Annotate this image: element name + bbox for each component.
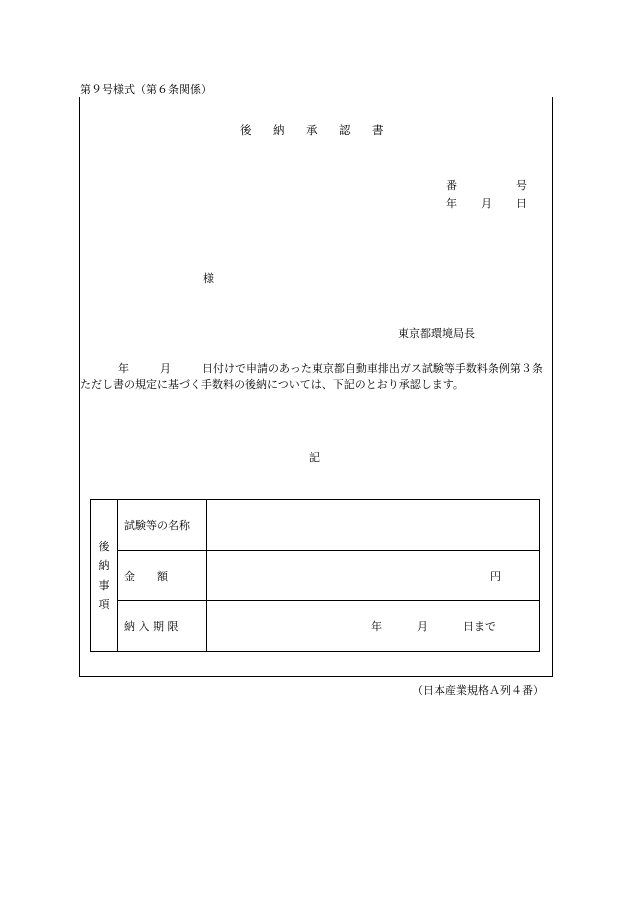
table-row [91,601,540,652]
group-char: 事 [98,578,110,592]
document-title [240,122,384,138]
issuer-name: 東京都環境局長 [398,327,475,340]
date-day-label: 日 [516,197,527,210]
deferred-payment-table [90,499,540,652]
title-char: 納 [273,123,285,137]
due-day-label: 日まで [463,620,496,633]
test-name-field[interactable] [207,500,540,551]
yen-unit: 円 [490,569,501,583]
ki-heading: 記 [309,451,320,464]
body-year: 年 [118,362,129,375]
date-year-label: 年 [446,197,457,210]
table-row [91,500,540,551]
title-char: 書 [372,123,384,137]
date-month-label: 月 [481,197,492,210]
number-suffix: 号 [516,179,527,192]
body-rest: 日付けで申請のあった東京都自動車排出ガス試験等手数料条例第３条 [202,362,543,375]
body-text-line1 [118,360,543,376]
due-year-label: 年 [371,620,382,633]
form-number: 第９号様式（第６条関係） [80,83,212,96]
due-date-label: 納 入 期 限 [118,601,207,652]
group-char: 納 [98,559,110,573]
number-label: 番 [446,179,457,192]
test-name-label: 試験等の名称 [118,500,207,551]
due-month-label: 月 [417,620,428,633]
amount-label: 金 額 [118,551,207,601]
title-char: 承 [306,123,318,137]
title-char: 後 [240,123,252,137]
title-char: 認 [339,123,351,137]
table-row [91,551,540,601]
group-label [91,500,118,652]
paper-size-note: （日本産業規格Ａ列４番） [412,684,544,697]
addressee-suffix: 様 [203,272,214,285]
group-char: 後 [98,539,110,553]
body-text-line2: ただし書の規定に基づく手数料の後納については、下記のとおり承認します。 [80,378,464,391]
due-date-field[interactable] [207,601,540,652]
body-month: 月 [160,362,171,375]
group-char: 項 [98,597,110,611]
amount-field[interactable] [207,551,540,601]
